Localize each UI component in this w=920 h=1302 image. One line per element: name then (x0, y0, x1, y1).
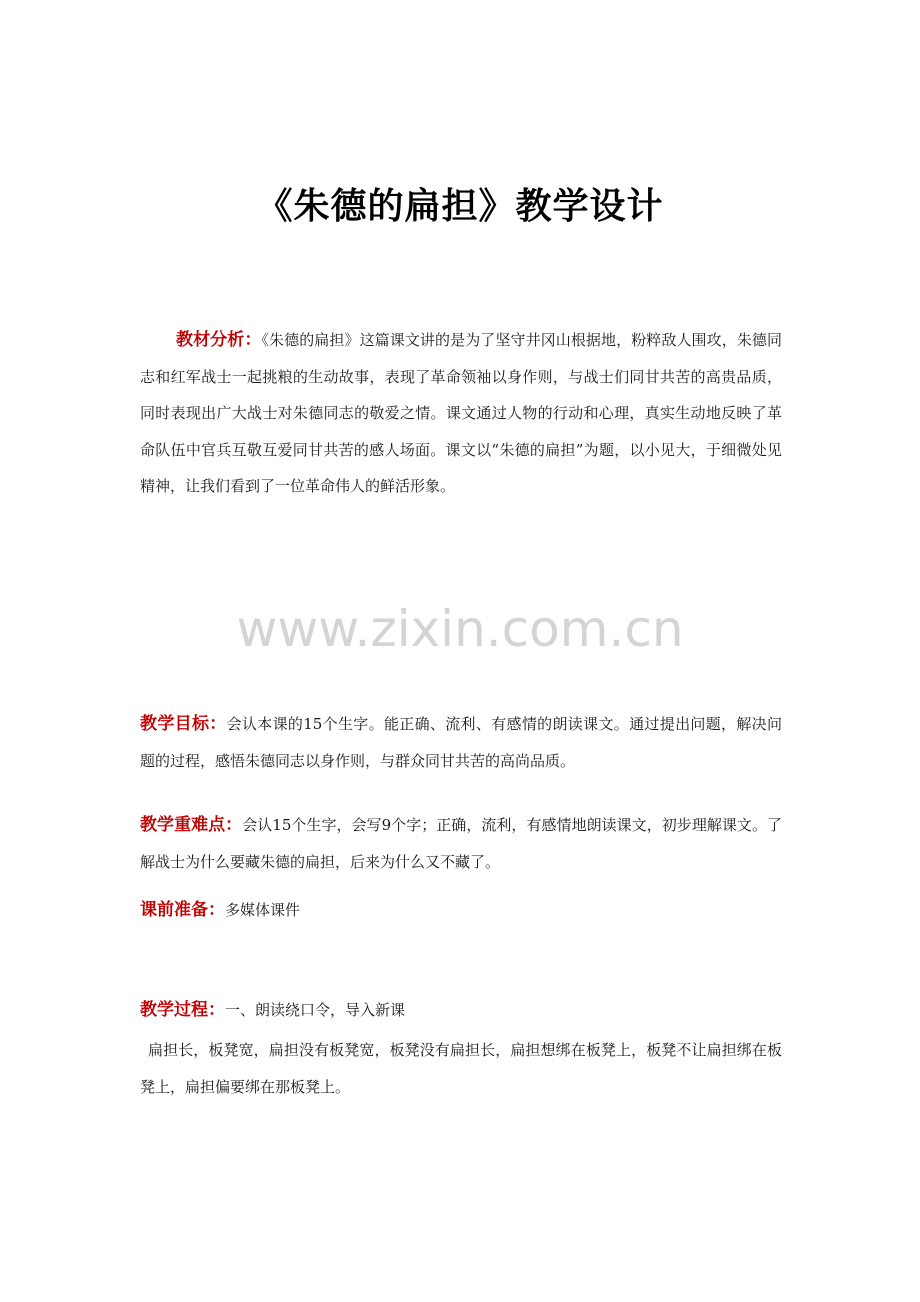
section-label: 教材分析： (176, 330, 262, 350)
section-label: 教学过程： (140, 1000, 225, 1020)
section-preparation (140, 892, 782, 929)
section-text: 会认15个生字，会写9个字；正确，流利，有感情地朗读课文，初步理解课文。了解战士为什么要藏朱德的扁担，后来为什么又不藏了。 (140, 816, 782, 871)
section-label: 教学目标： (140, 714, 227, 734)
section-teaching-process (140, 992, 782, 1029)
watermark: www.zixin.com.cn (236, 600, 684, 658)
tongue-twister-paragraph: 扁担长，板凳宽，扁担没有板凳宽，板凳没有扁担长，扁担想绑在板凳上，板凳不让扁担绑在板凳上，扁担偏要绑在那板凳上。 (140, 1041, 782, 1096)
section-label: 课前准备： (140, 900, 225, 920)
section-text: 《朱德的扁担》这篇课文讲的是为了坚守井冈山根据地，粉粹敌人围攻，朱德同志和红军战士一起挑粮的生动故事，表现了革命领袖以身作则，与战士们同甘共苦的高贵品质，同时表现出广大战士对朱德同志的敬爱之情。课文通过人物的行动和心理，真实生动地反映了革命队伍中官兵互敬互爱同甘共苦的感人场面。课文以“朱德的扁担”为题，以小见大，于细微处见精神，让我们看到了一位革命伟人的鲜活形象。 (140, 331, 782, 495)
section-text: 多媒体课件 (225, 901, 301, 919)
section-material-analysis (140, 322, 782, 505)
document-title: 《朱德的扁担》教学设计 (256, 186, 664, 227)
section-text: 一、朗读绕口令，导入新课 (225, 1001, 406, 1019)
section-teaching-goals (140, 706, 782, 779)
section-key-points (140, 807, 782, 880)
section-label: 教学重难点： (140, 815, 243, 835)
section-text: 会认本课的15个生字。能正确、流利、有感情的朗读课文。通过提出问题，解决问题的过程，感悟朱德同志以身作则，与群众同甘共苦的高尚品质。 (140, 715, 783, 770)
